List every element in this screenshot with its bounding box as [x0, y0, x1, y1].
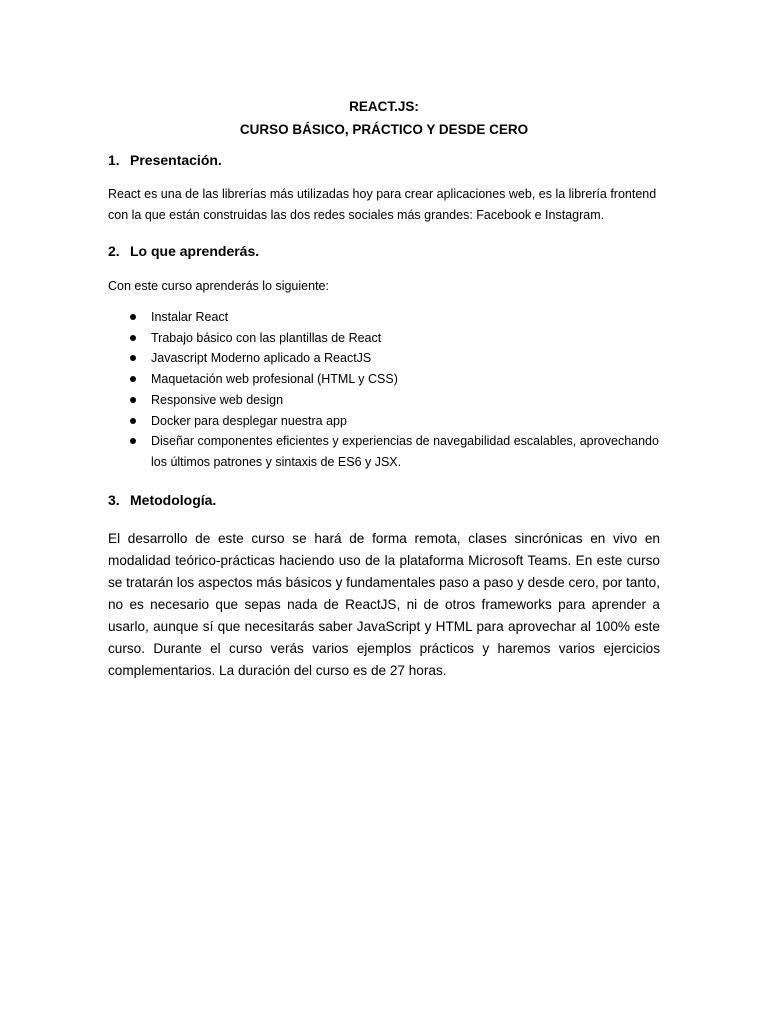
- bullet-icon: [130, 355, 136, 361]
- section-title: Lo que aprenderás.: [130, 243, 260, 259]
- list-item-text: Javascript Moderno aplicado a ReactJS: [151, 351, 372, 366]
- learn-intro-text: [108, 276, 656, 297]
- bullet-icon: [130, 335, 136, 341]
- paragraph-line: no es necesario que sepas nada de ReactJS, ni de otros frameworks para aprender a: [108, 597, 660, 612]
- section-heading-presentacion: [108, 151, 222, 169]
- bullet-icon: [130, 376, 136, 382]
- section-number: 1.: [108, 152, 120, 168]
- paragraph-line: se tratarán los aspectos más básicos y fundamentales paso a paso y desde cero, por tanto,: [108, 575, 660, 590]
- paragraph-line: Con este curso aprenderás lo siguiente:: [108, 279, 329, 293]
- list-item: [108, 411, 668, 432]
- bullet-icon: [130, 397, 136, 403]
- paragraph-line: usarlo, aunque sí que necesitarás saber JavaScript y HTML para aprovechar al 100% este: [108, 619, 660, 634]
- list-item-text: Instalar React: [151, 310, 229, 324]
- bullet-icon: [130, 314, 136, 320]
- section-number: 2.: [108, 243, 120, 259]
- section-title: Metodología.: [130, 492, 217, 508]
- section-heading-lo-que-aprenderas: [108, 242, 259, 260]
- section-title: Presentación.: [130, 152, 222, 168]
- presentation-paragraph: [108, 184, 656, 226]
- list-item: [108, 369, 668, 390]
- paragraph-line: complementarios. La duración del curso es de 27 horas.: [108, 663, 447, 678]
- list-item-text: Maquetación web profesional (HTML y CSS): [151, 372, 398, 387]
- list-item: [108, 328, 668, 349]
- paragraph-line: modalidad teórico-prácticas haciendo uso de la plataforma Microsoft Teams. En este curso: [108, 553, 660, 568]
- list-item: [108, 431, 668, 472]
- list-item-text: Docker para desplegar nuestra app: [151, 413, 347, 428]
- paragraph-line: curso. Durante el curso verás varios ejemplos prácticos y haremos varios ejercicios: [108, 641, 660, 656]
- title-line-2: CURSO BÁSICO, PRÁCTICO Y DESDE CERO: [239, 122, 529, 137]
- list-item-text-continued: los últimos patrones y sintaxis de ES6 y JSX.: [151, 454, 402, 469]
- methodology-paragraph: [108, 528, 660, 682]
- title-line-1: REACT.JS:: [349, 99, 419, 114]
- list-item-text: Diseñar componentes eficientes y experiencias de navegabilidad escalables, aprovechando: [151, 434, 659, 449]
- section-number: 3.: [108, 492, 120, 508]
- learning-list: [108, 307, 668, 473]
- list-item-text: Responsive web design: [151, 392, 284, 407]
- bullet-icon: [130, 418, 136, 424]
- list-item-text: Trabajo básico con las plantillas de React: [151, 330, 382, 345]
- paragraph-line: El desarrollo de este curso se hará de forma remota, clases sincrónicas en vivo en: [108, 531, 660, 546]
- paragraph-line: con la que están construidas las dos redes sociales más grandes: Facebook e Instagram.: [108, 208, 605, 222]
- list-item: [108, 390, 668, 411]
- paragraph-line: React es una de las librerías más utilizadas hoy para crear aplicaciones web, es la librería frontend: [108, 187, 657, 201]
- list-item: [108, 348, 668, 369]
- bullet-icon: [130, 438, 136, 444]
- document-title: [0, 95, 768, 141]
- section-heading-metodologia: [108, 491, 216, 509]
- list-item: [108, 307, 668, 328]
